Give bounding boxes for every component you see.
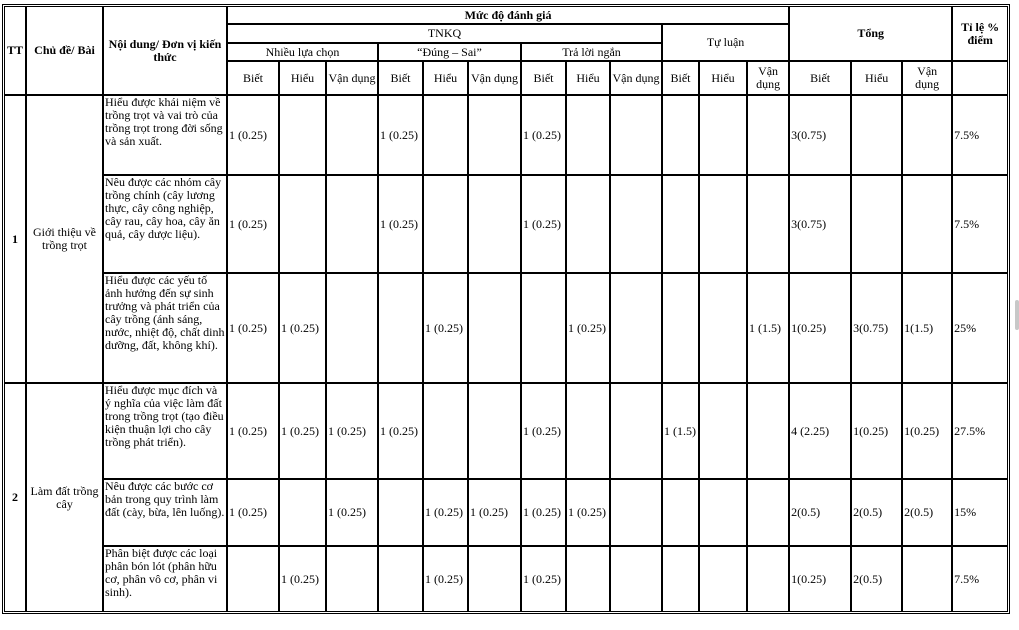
- level-understand: Hiểu: [699, 61, 747, 95]
- score-cell: [699, 273, 747, 383]
- score-cell: 3(0.75): [789, 95, 851, 175]
- score-cell: [326, 175, 378, 273]
- score-cell: [468, 383, 521, 479]
- score-cell: [851, 95, 902, 175]
- content-cell: Hiểu được khái niệm về trồng trọt và vai trò của trồng trọt trong đời sống và sản xuất.: [103, 95, 227, 175]
- score-cell: [468, 546, 521, 612]
- level-understand: Hiểu: [566, 61, 610, 95]
- score-cell: [851, 175, 902, 273]
- header-essay: Tự luận: [662, 24, 789, 61]
- score-cell: 1 (0.25): [378, 175, 423, 273]
- score-cell: 1 (0.25): [279, 546, 326, 612]
- score-cell: [662, 95, 699, 175]
- section-topic: Giới thiệu về trồng trọt: [26, 95, 103, 383]
- score-cell: [610, 95, 662, 175]
- score-cell: 2(0.5): [851, 479, 902, 546]
- score-cell: 1 (0.25): [521, 479, 566, 546]
- score-cell: [423, 95, 468, 175]
- score-cell: 1(0.25): [902, 383, 952, 479]
- score-cell: [610, 273, 662, 383]
- score-cell: 1 (0.25): [378, 95, 423, 175]
- score-cell: 1 (1.5): [747, 273, 789, 383]
- score-cell: 1 (0.25): [227, 479, 279, 546]
- score-cell: 1 (0.25): [423, 273, 468, 383]
- percent-cell: 7.5%: [952, 95, 1008, 175]
- percent-cell: 25%: [952, 273, 1008, 383]
- score-cell: [902, 175, 952, 273]
- matrix-row: [4, 273, 1008, 383]
- content-cell: Nêu được các nhóm cây trồng chính (cây lương thực, cây công nghiệp, cây rau, cây hoa, cây ăn quả, cây dược liệu).: [103, 175, 227, 273]
- score-cell: [566, 546, 610, 612]
- score-cell: 1(0.25): [789, 546, 851, 612]
- score-cell: 1(1.5): [902, 273, 952, 383]
- matrix-row: [4, 383, 1008, 479]
- score-cell: [747, 95, 789, 175]
- score-cell: [610, 383, 662, 479]
- score-cell: 2(0.5): [851, 546, 902, 612]
- percent-cell: 7.5%: [952, 175, 1008, 273]
- score-cell: [902, 95, 952, 175]
- header-tnkq: TNKQ: [227, 24, 662, 43]
- matrix-row: [4, 95, 1008, 175]
- score-cell: [423, 383, 468, 479]
- level-know: Biết: [789, 61, 851, 95]
- matrix-body: [4, 95, 1008, 612]
- header-total: Tổng: [789, 6, 952, 61]
- score-cell: 1 (0.25): [279, 383, 326, 479]
- score-cell: [279, 479, 326, 546]
- level-know: Biết: [227, 61, 279, 95]
- header-short-answer: Trả lời ngắn: [521, 43, 662, 61]
- score-cell: [566, 95, 610, 175]
- score-cell: 1 (0.25): [423, 546, 468, 612]
- score-cell: [279, 95, 326, 175]
- level-know: Biết: [378, 61, 423, 95]
- score-cell: [326, 273, 378, 383]
- header-assessment-level: Mức độ đánh giá: [227, 6, 789, 24]
- score-cell: [423, 175, 468, 273]
- score-cell: [468, 273, 521, 383]
- score-cell: [279, 175, 326, 273]
- level-understand: Hiểu: [279, 61, 326, 95]
- score-cell: [662, 175, 699, 273]
- score-cell: 1 (0.25): [468, 479, 521, 546]
- level-understand: Hiểu: [423, 61, 468, 95]
- score-cell: [566, 383, 610, 479]
- score-cell: 1 (0.25): [566, 273, 610, 383]
- score-cell: 1 (0.25): [423, 479, 468, 546]
- level-apply: Vận dụng: [747, 61, 789, 95]
- score-cell: [747, 479, 789, 546]
- score-cell: [378, 479, 423, 546]
- score-cell: [747, 175, 789, 273]
- percent-empty-cell: [952, 61, 1008, 95]
- score-cell: [610, 479, 662, 546]
- score-cell: 1 (0.25): [279, 273, 326, 383]
- scrollbar-handle[interactable]: [1015, 300, 1019, 330]
- score-cell: 1 (0.25): [378, 383, 423, 479]
- level-know: Biết: [662, 61, 699, 95]
- score-cell: [662, 273, 699, 383]
- score-cell: [699, 95, 747, 175]
- score-cell: [699, 479, 747, 546]
- header-tt: TT: [4, 6, 26, 95]
- header-true-false: “Đúng – Sai”: [378, 43, 521, 61]
- score-cell: 2(0.5): [789, 479, 851, 546]
- score-cell: 1 (0.25): [326, 479, 378, 546]
- score-cell: [521, 273, 566, 383]
- level-apply: Vận dụng: [326, 61, 378, 95]
- score-cell: [699, 383, 747, 479]
- header-topic: Chủ đề/ Bài: [26, 6, 103, 95]
- score-cell: [227, 546, 279, 612]
- score-cell: 1 (0.25): [521, 383, 566, 479]
- header-percent: Tỉ lệ % điểm: [952, 6, 1008, 61]
- matrix-row: [4, 479, 1008, 546]
- section-number: 2: [4, 383, 26, 612]
- score-cell: 1 (0.25): [521, 175, 566, 273]
- score-cell: 1 (0.25): [227, 175, 279, 273]
- score-cell: 1 (0.25): [227, 95, 279, 175]
- score-cell: [566, 175, 610, 273]
- score-cell: [610, 175, 662, 273]
- score-cell: 1(0.25): [789, 273, 851, 383]
- section-number: 1: [4, 95, 26, 383]
- score-cell: 1 (1.5): [662, 383, 699, 479]
- score-cell: 3(0.75): [789, 175, 851, 273]
- score-cell: [747, 546, 789, 612]
- percent-cell: 7.5%: [952, 546, 1008, 612]
- score-cell: [662, 479, 699, 546]
- score-cell: [468, 175, 521, 273]
- score-cell: 1 (0.25): [521, 546, 566, 612]
- score-cell: [326, 95, 378, 175]
- score-cell: [378, 273, 423, 383]
- matrix-row: [4, 546, 1008, 612]
- level-apply: Vận dụng: [468, 61, 521, 95]
- score-cell: [699, 546, 747, 612]
- content-cell: Phân biệt được các loại phân bón lót (phân hữu cơ, phân vô cơ, phân vi sinh).: [103, 546, 227, 612]
- score-cell: [610, 546, 662, 612]
- content-cell: Nêu được các bước cơ bản trong quy trình làm đất (cày, bừa, lên luống).: [103, 479, 227, 546]
- score-cell: 1 (0.25): [227, 383, 279, 479]
- score-cell: [326, 546, 378, 612]
- content-cell: Hiểu được mục đích và ý nghĩa của việc làm đất trong trồng trọt (tạo điều kiện thuận lợi cho cây trồng phát triển).: [103, 383, 227, 479]
- percent-cell: 15%: [952, 479, 1008, 546]
- score-cell: 1 (0.25): [326, 383, 378, 479]
- score-cell: 1 (0.25): [566, 479, 610, 546]
- level-apply: Vận dụng: [902, 61, 952, 95]
- level-apply: Vận dụng: [610, 61, 662, 95]
- score-cell: [747, 383, 789, 479]
- score-cell: 1 (0.25): [227, 273, 279, 383]
- content-cell: Hiểu được các yếu tố ảnh hưởng đến sự sinh trưởng và phát triển của cây trồng (ánh sáng, nước, nhiệt độ, chất dinh dưỡng, đất, không khí).: [103, 273, 227, 383]
- score-cell: 4 (2.25): [789, 383, 851, 479]
- percent-cell: 27.5%: [952, 383, 1008, 479]
- score-cell: 2(0.5): [902, 479, 952, 546]
- score-cell: [662, 546, 699, 612]
- score-cell: 1 (0.25): [521, 95, 566, 175]
- score-cell: [902, 546, 952, 612]
- header-multiple-choice: Nhiều lựa chọn: [227, 43, 378, 61]
- level-understand: Hiểu: [851, 61, 902, 95]
- matrix-row: [4, 175, 1008, 273]
- score-cell: [699, 175, 747, 273]
- section-topic: Làm đất trồng cây: [26, 383, 103, 612]
- score-cell: 1(0.25): [851, 383, 902, 479]
- header-content: Nội dung/ Đơn vị kiến thức: [103, 6, 227, 95]
- score-cell: [378, 546, 423, 612]
- score-cell: 3(0.75): [851, 273, 902, 383]
- level-know: Biết: [521, 61, 566, 95]
- assessment-matrix-table: [4, 6, 1008, 612]
- score-cell: [468, 95, 521, 175]
